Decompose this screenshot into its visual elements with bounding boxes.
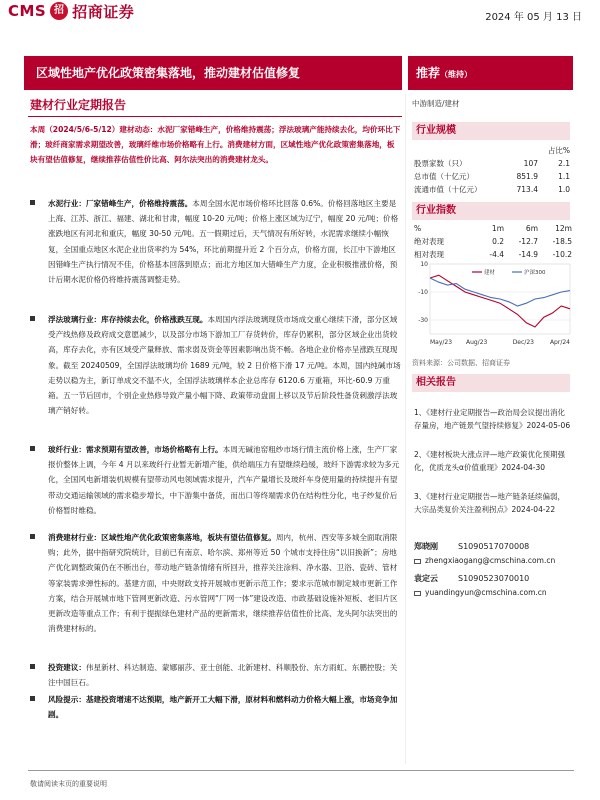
chart-source: 资料来源：公司数据、招商证券: [412, 359, 510, 367]
scale-table: [414, 144, 574, 196]
row-value: 851.9: [516, 172, 538, 181]
row-pct: 2.1: [558, 159, 570, 168]
analyst: [414, 572, 547, 600]
summary-paragraph: 本周（2024/5/6-5/12）建材动态：水泥厂家错峰生产，价格维持震荡；浮法玻璃产能持续去化，均价环比下滑；玻纤商家需求期望改善，玻璃纤维市场价格略有上行。消费建材方面，区域性地产优化政策密集落地，板块有望估值修复，继续推荐估值性价比高、阿尔法突出的消费建材龙头。: [30, 125, 401, 164]
x-tick-label: Apr/24: [549, 339, 570, 346]
bullet-consumer: [30, 530, 402, 636]
table-row: [414, 235, 574, 248]
row-label: 股票家数（只）: [414, 159, 467, 168]
report-type: 建材行业定期报告: [30, 98, 127, 112]
index-table: [414, 222, 574, 261]
bullet-head: 水泥行业：厂家错峰生产，价格维持震荡。: [48, 199, 193, 208]
row-label: 绝对表现: [414, 237, 444, 246]
sub-industry: 中游制造/建材: [412, 99, 460, 108]
bullet-icon: [30, 696, 35, 701]
analyst-name: 袁定云: [414, 574, 438, 583]
footer-divider: [28, 770, 574, 771]
divider: [28, 116, 402, 117]
analyst: [414, 540, 555, 568]
analyst-email[interactable]: yuandingyun@cmschina.com.cn: [425, 588, 547, 597]
rating: 推荐: [416, 66, 441, 80]
bullet-head: 投资建议：: [48, 663, 86, 672]
rating-note: （维持）: [440, 70, 473, 79]
cell: -12.7: [518, 237, 538, 246]
analyst-email[interactable]: zhengxiaogang@cmschina.com.cn: [425, 556, 556, 565]
bullet-glass: [30, 312, 402, 418]
bullet-icon: [30, 664, 35, 669]
col-header: 12m: [555, 224, 572, 233]
bullet-head: 风险提示：基建投资增速不达预期，地产新开工大幅下滑，原材料和燃料动力价格大幅上涨，市场竞争加剧。: [48, 695, 398, 720]
bullet-body: 周内，杭州、西安等多城全面取消限购；此外，据中指研究院统计，目前已有南京、哈尔滨、郑州等近 50 个城市支持住房“以旧换新”；房地产优化调整政策仍在不断出台，带动地产链条情绪有所回升，推荐关注涂料、净水器、卫浴、瓷砖、管材等家装需求弹性标的。基建方面，中央财政支持开展城市更新示范工作；要求示范城市制定城市更新工作方案，结合开展城市地下管网更新改造、污水管网“厂网一体”建设改造、市政基础设施补短板、老旧片区更新改造等重点工作；有利于提振绿色建材产品的更新需求，继续推荐估值性价比高、龙头阿尔法突出的消费建材标的。: [48, 533, 398, 634]
index-line-chart: [412, 258, 574, 350]
footer-note: 敬请阅读末页的重要说明: [30, 780, 107, 788]
bullet-body: 本周无碱池窑粗纱市场行情主流价格上涨，生产厂家报价整体上调，今年 4 月以来玻纤行业暂无新增产能，供给端压力有望继续趋缓，玻纤下游需求较为多元化，全国风电新增装机规模有望带动风电领域需求提升，汽车产量增长及玻纤车身使用量的持续提升有望带动交通运输领域的需求稳步增长，中下游集中备货，而出口等终端需求仍在结构性分化，电子纱复价后价格暂时维稳。: [48, 445, 400, 515]
row-label: 相对表现: [414, 250, 444, 259]
related-report[interactable]: 2、《建材板块大涨点评—地产政策优化预期强化，优质龙头α价值重现》2024-04-30: [414, 450, 566, 472]
related-report[interactable]: 1、《建材行业定期报告—政治局会议提出消化存量房，地产链景气望持续修复》2024-05-06: [414, 408, 571, 430]
bullet-icon: [30, 534, 35, 539]
series-line-0: [430, 275, 570, 327]
x-tick-label: May/23: [430, 339, 453, 346]
mail-icon: [414, 559, 421, 564]
bullet-cement: [30, 196, 402, 287]
analyst-code: S1090517070008: [458, 542, 530, 551]
row-value: 713.4: [516, 185, 538, 194]
cell: -4.4: [489, 250, 504, 259]
row-pct: 1.0: [558, 185, 570, 194]
page-header: [0, 0, 600, 30]
x-tick-label: Dec/23: [512, 339, 534, 346]
bullet-icon: [30, 446, 35, 451]
bullet-body: 本周全国水泥市场价格环比回落 0.6%。价格回落地区主要是上海、江苏、浙江、福建、湖北和甘肃，幅度 10-20 元/吨；价格上涨区域为辽宁，幅度 20 元/吨；价格涨跌地区有河北和重庆，幅度 30-50 元/吨。五一假期过后，天气情况有所好转，水泥需求继续小幅恢复，全国重点地区水泥企业出货率约为 54%，环比前期提升近 2 个百分点，价格方面，长江中下游地区因错峰生产执行情况不佳，价格基本回落到原点；而北方地区加大错峰生产力度，企业积极推涨价格，预计后期水泥价格仍将维持震荡调整走势。: [48, 199, 399, 285]
bullet-icon: [30, 200, 35, 205]
related-section-title: 相关报告: [412, 374, 570, 392]
company-logo: [8, 0, 134, 22]
col-header: 6m: [525, 224, 538, 233]
y-tick-label: -10: [418, 289, 428, 296]
rating-banner: [408, 56, 573, 90]
table-row: [414, 183, 574, 196]
row-label: 流通市值（十亿元）: [414, 185, 482, 194]
table-row: [414, 157, 574, 170]
pct-header: 占比%: [547, 146, 570, 155]
index-section-title: 行业指数: [412, 202, 570, 220]
table-header: [414, 144, 574, 157]
logo-cms: CMS: [8, 2, 47, 20]
logo-cn: 招商证券: [72, 2, 135, 21]
col-header: 1m: [491, 224, 504, 233]
table-header: [414, 222, 574, 235]
y-tick-label: 10: [420, 261, 428, 268]
table-row: [414, 170, 574, 183]
bullet-risk: [30, 692, 402, 722]
bullet-head: 消费建材行业：区域性地产优化政策密集落地，板块有望估值修复。: [48, 533, 276, 542]
bullet-head: 浮法玻璃行业：库存持续去化，价格涨跌互现。: [48, 315, 208, 324]
bullet-icon: [30, 316, 35, 321]
cell: 0.2: [492, 237, 504, 246]
analyst-name: 郑晓刚: [414, 542, 438, 551]
column-divider: [405, 94, 406, 764]
bullet-body: 伟星新材、科达制造、蒙娜丽莎、亚士创能、北新建材、科顺股份、东方雨虹、东鹏控股；关注中国巨石。: [48, 663, 398, 688]
row-value: 107: [523, 159, 538, 168]
legend-label: 建材: [484, 270, 496, 276]
bullet-investment: [30, 660, 402, 690]
mail-icon: [414, 591, 421, 596]
logo-mark-icon: 招: [50, 2, 68, 20]
bullet-head: 玻纤行业：需求预期有望改善，市场价格略有上行。: [48, 445, 223, 454]
row-pct: 1.1: [558, 172, 570, 181]
cell: -14.9: [518, 250, 538, 259]
related-report[interactable]: 3、《建材行业定期报告—地产链条延续偏弱，大宗品类复价关注盈利拐点》2024-04-22: [414, 492, 566, 514]
col-header: %: [414, 224, 422, 233]
legend-label: 沪深300: [524, 270, 546, 276]
cell: -10.2: [552, 250, 572, 259]
scale-section-title: 行业规模: [412, 122, 570, 140]
x-tick-label: Aug/23: [465, 339, 488, 346]
y-tick-label: -30: [418, 317, 428, 324]
bullet-fiberglass: [30, 442, 402, 518]
row-label: 总市值（十亿元）: [414, 172, 474, 181]
bullet-body: 本周国内浮法玻璃现货市场成交重心继续下滑，部分区域受产线热修及政府成交意愿减少，以及部分市场下游加工厂存货转价，库存仍累积，部分区域企业出货较高，库存去化，亦有区域受产量释放、需求弱及资金等因素影响出货不畅。各地企业价格亦呈涨跌互现现象。截至 20240509，全国浮法玻璃均价 1689 元/吨，较 2 日价格下滑 17 元/吨。本周，国内纯碱市场走势以稳为主，新订单成交不温不火，全国浮法玻璃样本企业总库存 6120.6 万重箱，环比-60.9 万重箱。五一节后回市，个别企业热修导致产量小幅下降、政策带动盘面上移以及节后阶段性备货刺激浮法玻璃产销好转。: [48, 315, 401, 416]
cell: -18.5: [552, 237, 572, 246]
report-date: 2024 年 05 月 13 日: [485, 12, 582, 23]
analyst-code: S1090523070010: [458, 574, 530, 583]
report-title: 区域性地产优化政策密集落地，推动建材估值修复: [24, 56, 402, 90]
